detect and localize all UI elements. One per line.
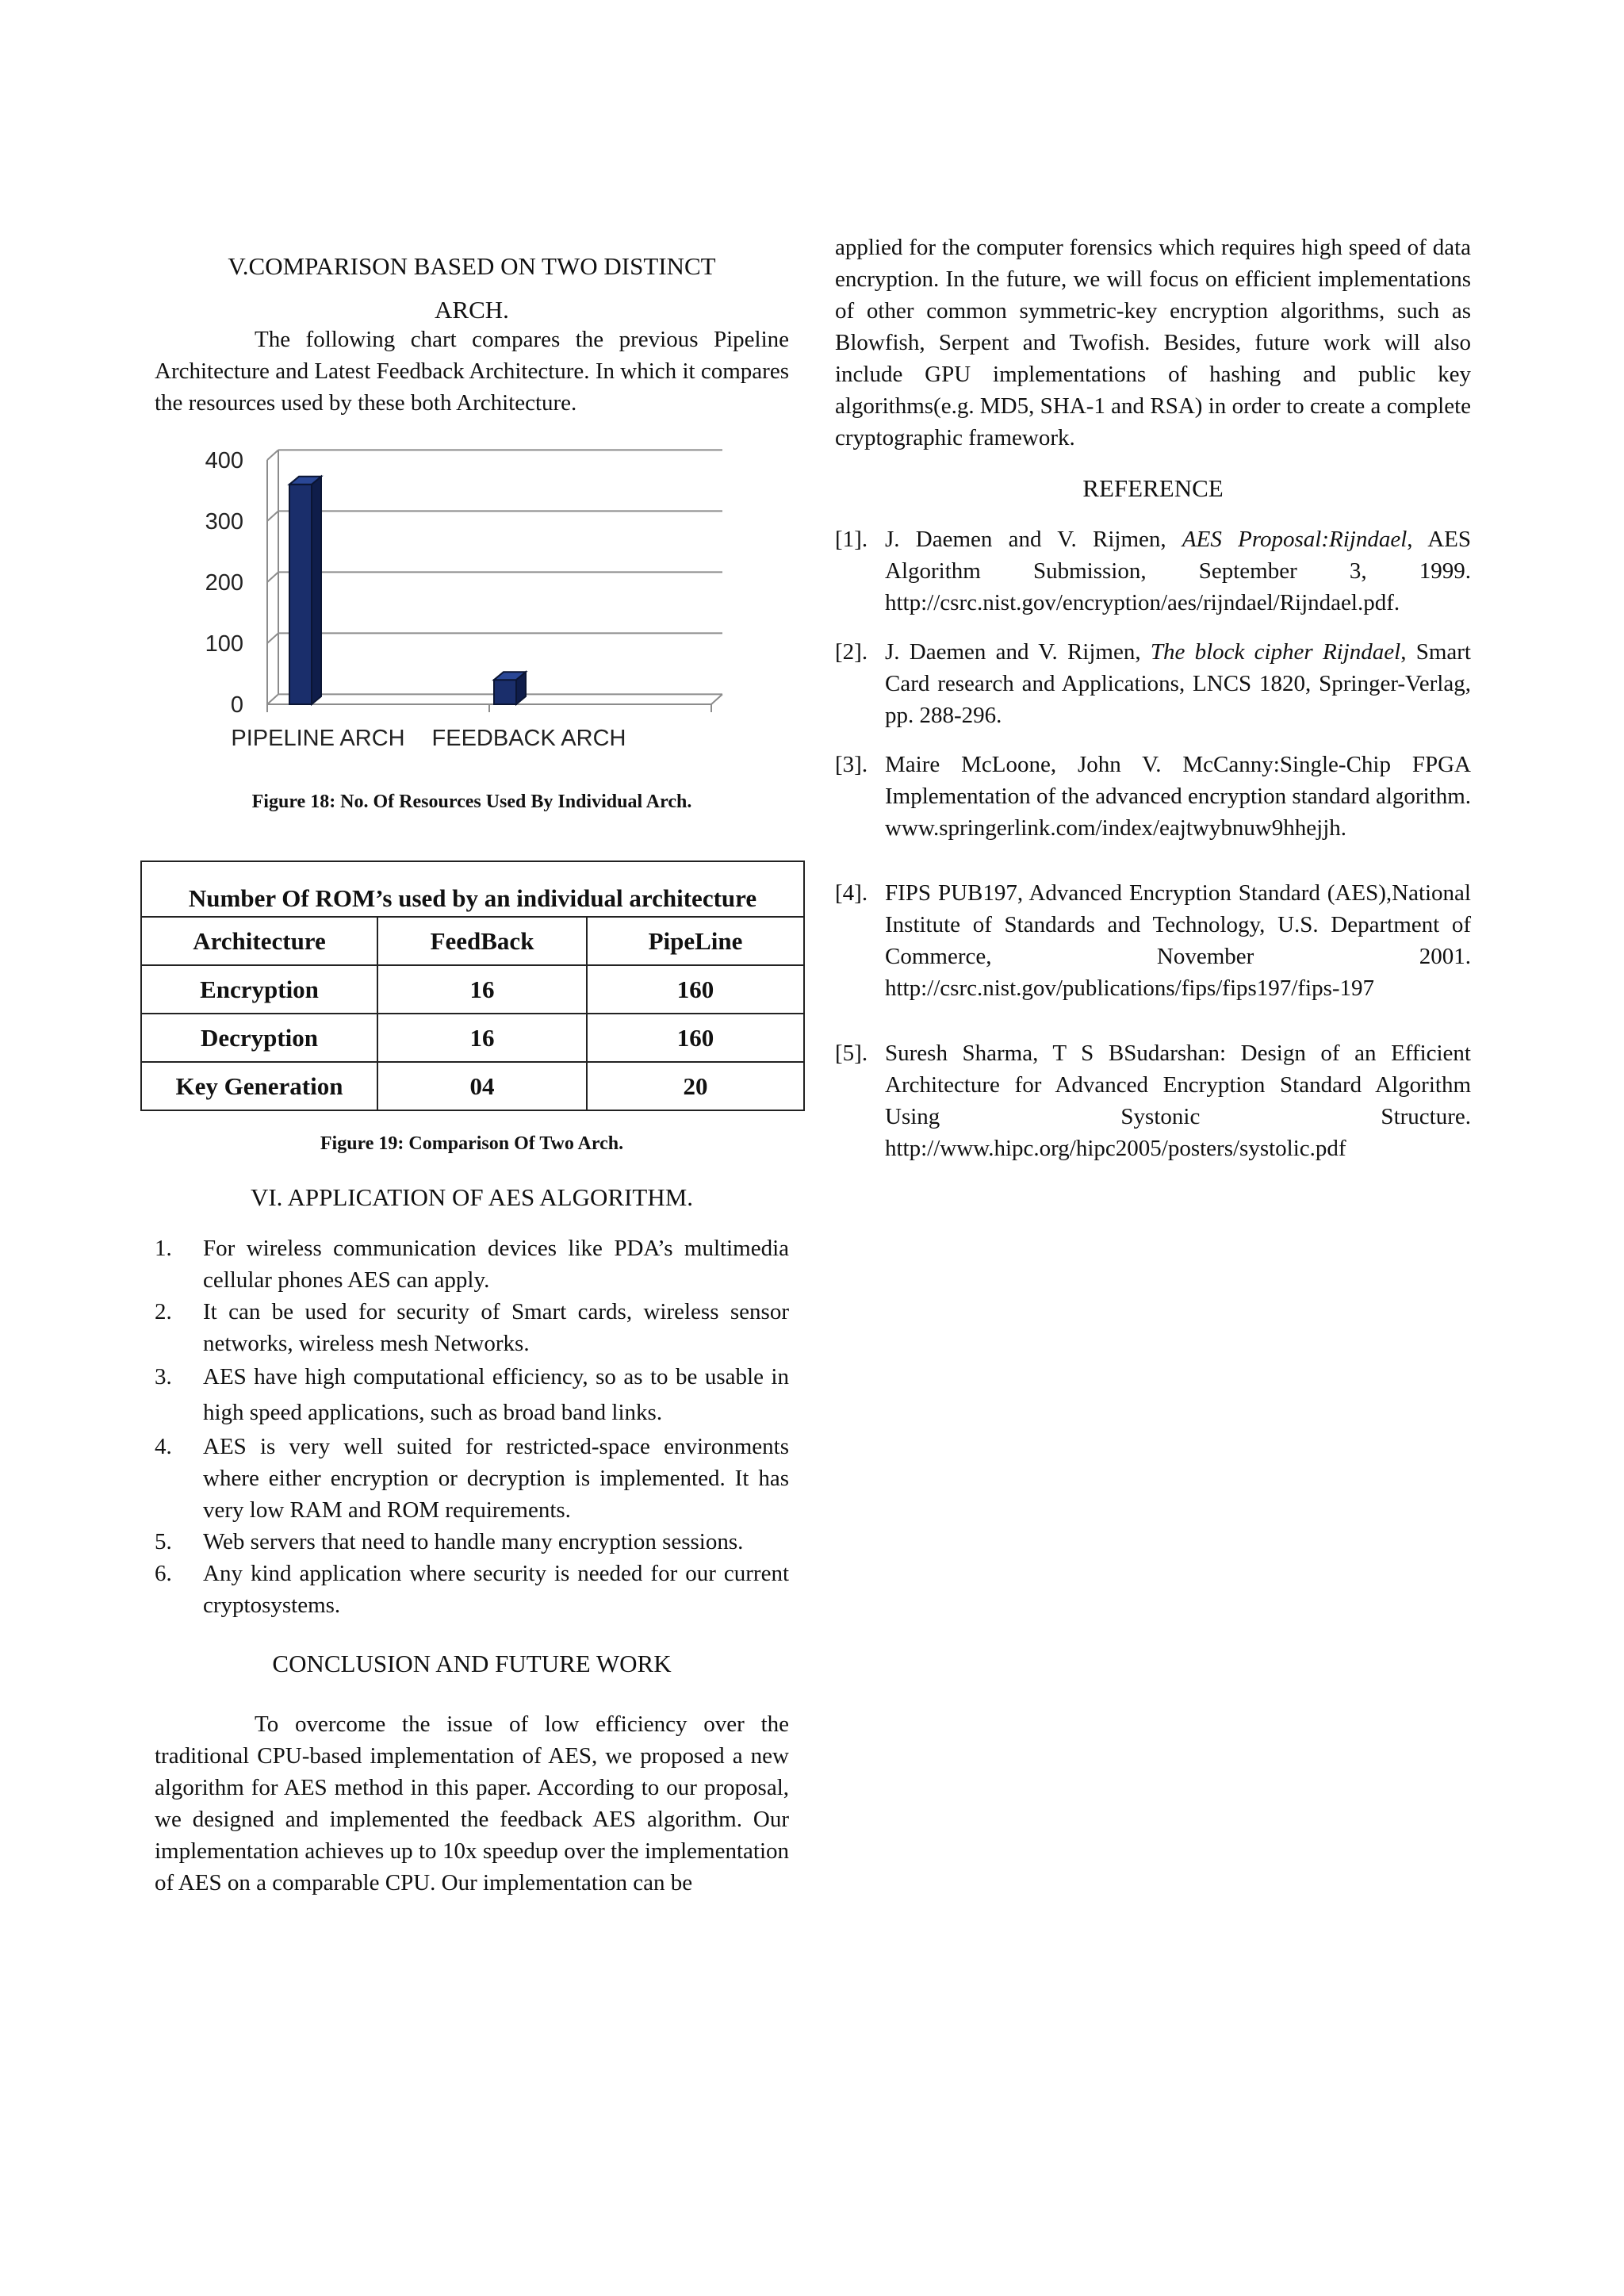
list-text: For wireless communication devices like PDA’s multimedia cellular phones AES can apply. xyxy=(203,1236,789,1293)
continuation-paragraph: applied for the computer forensics which requires high speed of data encryption. In the future, we will focus on efficient implementations of other common symmetric-key encryption algorithms, such as Blowfish, Serpent and Twofish. Besides, future work will also include GPU implementations of hashing and public key algorithms(e.g. MD5, SHA-1 and RSA) in order to create a complete cryptographic framework. xyxy=(835,235,1471,450)
gridline-side xyxy=(267,633,278,643)
y-tick-label: 400 xyxy=(205,448,243,473)
pipeline-value: 20 xyxy=(587,1062,804,1110)
list-item xyxy=(155,1558,789,1621)
header-pipeline: PipeLine xyxy=(587,917,804,965)
row-label: Key Generation xyxy=(141,1062,377,1110)
row-label: Encryption xyxy=(141,965,377,1014)
left-column xyxy=(155,230,789,1899)
reference-number: [3]. xyxy=(835,752,868,777)
reference-number: [4]. xyxy=(835,880,868,906)
list-number: 3. xyxy=(155,1364,172,1389)
applications-list xyxy=(155,1232,789,1621)
reference-text: FIPS PUB197, Advanced Encryption Standard (AES),National Institute of Standards and Technology, U.S. Department of Commerce, November 2001. http://csrc.nist.gov/publications/fips/fips197/fips-197 xyxy=(885,880,1471,1001)
reference-text: J. Daemen and V. Rijmen, xyxy=(885,639,1151,665)
list-number: 6. xyxy=(155,1561,172,1586)
bar-feedback-arch xyxy=(494,680,516,704)
feedback-value: 04 xyxy=(377,1062,587,1110)
y-tick-label: 200 xyxy=(205,570,243,596)
reference-item xyxy=(835,1037,1471,1164)
figure19-caption: Figure 19: Comparison Of Two Arch. xyxy=(320,1133,624,1154)
gridline-side xyxy=(267,694,278,704)
right-column xyxy=(835,232,1471,1164)
reference-item xyxy=(835,523,1471,619)
section5-paragraph: The following chart compares the previous Pipeline Architecture and Latest Feedback Architecture. In which it compares the resources used by these both Architecture. xyxy=(155,327,789,416)
section5-title-line2: ARCH. xyxy=(435,296,509,324)
list-item xyxy=(155,1526,789,1558)
list-text: Web servers that need to handle many encryption sessions. xyxy=(203,1529,744,1554)
pipeline-value: 160 xyxy=(587,1014,804,1062)
list-text: Any kind application where security is needed for our current cryptosystems. xyxy=(203,1561,789,1618)
list-number: 1. xyxy=(155,1236,172,1261)
header-feedback: FeedBack xyxy=(377,917,587,965)
header-architecture: Architecture xyxy=(141,917,377,965)
table-row xyxy=(141,1062,804,1110)
resources-bar-chart xyxy=(155,436,789,769)
conclusion-title: CONCLUSION AND FUTURE WORK xyxy=(272,1650,672,1677)
gridline-side xyxy=(267,572,278,582)
reference-item xyxy=(835,877,1471,1004)
bar-side xyxy=(312,477,321,704)
table-header-row xyxy=(141,917,804,965)
section6-title: VI. APPLICATION OF AES ALGORITHM. xyxy=(250,1183,694,1211)
list-item xyxy=(155,1296,789,1359)
figure18-caption: Figure 18: No. Of Resources Used By Individual Arch. xyxy=(251,792,692,812)
reference-title-italic: The block cipher Rijndael xyxy=(1150,639,1401,665)
bar-pipeline-arch xyxy=(289,485,312,704)
list-text: It can be used for security of Smart cards, wireless sensor networks, wireless mesh Networks. xyxy=(203,1299,789,1356)
section5-title-line1: V.COMPARISON BASED ON TWO DISTINCT xyxy=(228,252,716,280)
reference-number: [5]. xyxy=(835,1041,868,1066)
gridline-side xyxy=(267,450,278,460)
list-item xyxy=(155,1359,789,1431)
list-item xyxy=(155,1232,789,1296)
reference-text-rest: , Smart Card research and Applications, LNCS 1820, Springer-Verlag, pp. 288-296. xyxy=(885,639,1471,728)
y-tick-label: 100 xyxy=(205,631,243,657)
reference-title-italic: AES Proposal:Rijndael xyxy=(1182,527,1408,552)
reference-item xyxy=(835,636,1471,731)
row-label: Decryption xyxy=(141,1014,377,1062)
list-text: AES is very well suited for restricted-space environments where either encryption or decryption is implemented. It has very low RAM and ROM requirements. xyxy=(203,1434,789,1523)
x-axis-floor xyxy=(711,694,722,704)
reference-text: J. Daemen and V. Rijmen, xyxy=(885,527,1182,552)
table-row xyxy=(141,965,804,1014)
y-tick-label: 300 xyxy=(205,509,243,535)
y-tick-label: 0 xyxy=(230,692,243,718)
reference-number: [2]. xyxy=(835,639,868,665)
list-number: 4. xyxy=(155,1434,172,1459)
reference-text: Maire McLoone, John V. McCanny:Single-Chip FPGA Implementation of the advanced encryption standard algorithm. www.springerlink.com/index/eajtwybnuw9hhejjh. xyxy=(885,752,1471,841)
table-row xyxy=(141,1014,804,1062)
x-category-label: PIPELINE ARCH xyxy=(231,726,405,751)
feedback-value: 16 xyxy=(377,965,587,1014)
reference-title: REFERENCE xyxy=(1082,474,1224,502)
list-number: 2. xyxy=(155,1299,172,1324)
x-category-label: FEEDBACK ARCH xyxy=(431,726,626,751)
list-item xyxy=(155,1431,789,1526)
gridline-side xyxy=(267,511,278,521)
reference-text-rest: , AES Algorithm Submission, September 3, 1999. http://csrc.nist.gov/encryption/aes/rijndael/Rijndael.pdf. xyxy=(885,527,1471,615)
reference-item xyxy=(835,749,1471,844)
table-title: Number Of ROM’s used by an individual architecture xyxy=(141,861,804,917)
feedback-value: 16 xyxy=(377,1014,587,1062)
list-number: 5. xyxy=(155,1529,172,1554)
reference-number: [1]. xyxy=(835,527,868,552)
rom-comparison-table xyxy=(140,861,805,1111)
conclusion-paragraph: To overcome the issue of low efficiency over the traditional CPU-based implementation of AES, we proposed a new algorithm for AES method in this paper. According to our proposal, we designed and implemented the feedback AES algorithm. Our implementation achieves up to 10x speedup over the implementation of AES on a comparable CPU. Our implementation can be xyxy=(155,1711,789,1895)
list-text: AES have high computational efficiency, so as to be usable in high speed applications, such as broad band links. xyxy=(203,1364,789,1425)
reference-text: Suresh Sharma, T S BSudarshan: Design of an Efficient Architecture for Advanced Encryption Standard Algorithm Using Systonic Structure. http://www.hipc.org/hipc2005/posters/systolic.pdf xyxy=(885,1041,1471,1161)
pipeline-value: 160 xyxy=(587,965,804,1014)
